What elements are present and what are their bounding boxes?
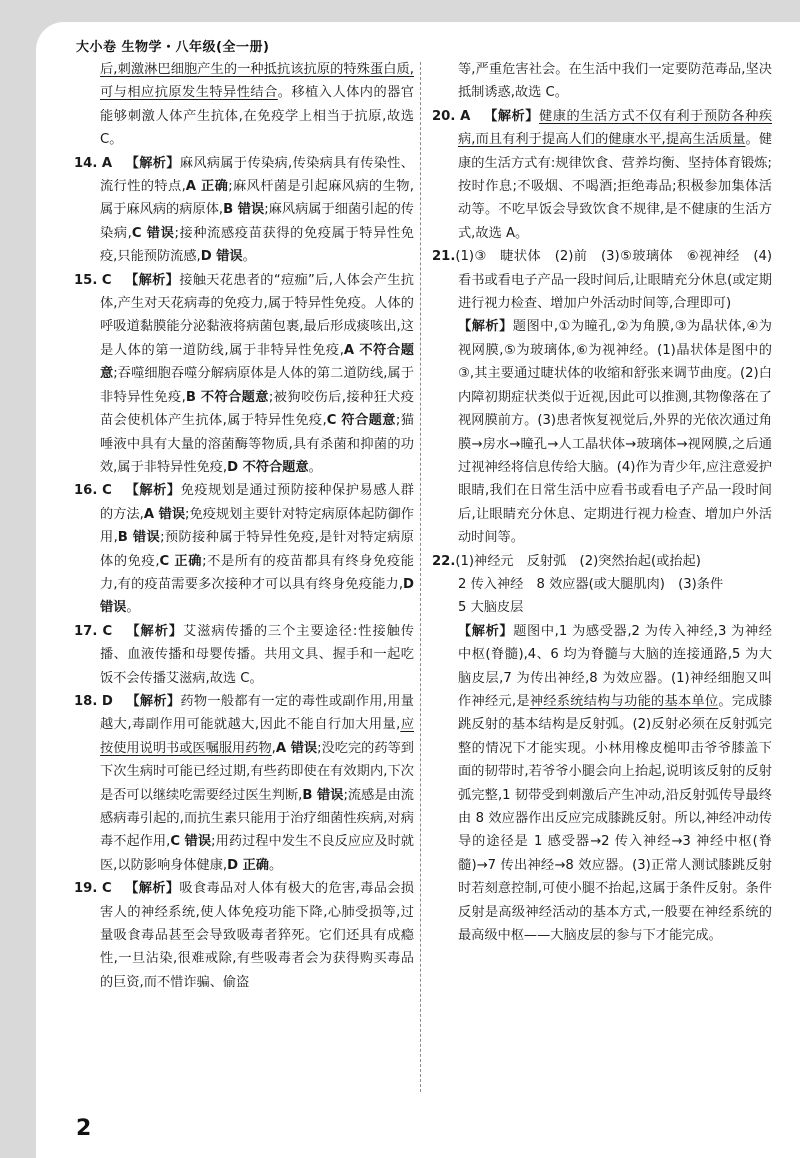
q21-explanation: 【解析】题图中,①为瞳孔,②为角膜,③为晶状体,④为视网膜,⑤为玻璃体,⑥为视神经。(1)晶状体是图中的③,其主要通过睫状体的收缩和舒张来调节曲度。(2)白内障初期症状类似于近视,因此可以推测,其物像落在了视网膜前方。(3)患者恢复视觉后,外界的光依次通过角膜→房水→瞳孔→人工晶状体→玻璃体→视网膜,之后通过视神经将信息传给大脑。(4)作为青少年,应注意爱护眼睛,我们在日常生活中应看书或看电子产品一段时间后,让眼睛充分休息、定期进行视力检查、增加户外活动时间等。 bbox=[458, 319, 772, 546]
q16-explanation: 16. C 【解析】免疫规划是通过预防接种保护易感人群的方法,A 错误;免疫规划主要针对特定病原体起防御作用,B 错误;预防接种属于特异性免疫,是针对特定病原体的免疫,C 正确;不是所有的疫苗都具有终身免疫能力,有的疫苗需要多次接种才可以具有终身免疫能力,D 错误。 bbox=[74, 483, 414, 616]
underlined-phrase: 应按使用说明书或医嘱服用药物 bbox=[100, 717, 415, 756]
right-column bbox=[432, 58, 772, 947]
q13-continuation: 后,刺激淋巴细胞产生的一种抵抗该抗原的特殊蛋白质,可与相应抗原发生特异性结合。移植入人体内的器官能够刺激人体产生抗体,在免疫学上相当于抗原,故选 C。 bbox=[100, 62, 415, 148]
q21-answer: 21.(1)③ 睫状体 (2)前 (3)⑤玻璃体 ⑥视神经 (4)看书或看电子产品一段时间后,让眼睛充分休息(或定期进行视力检查、增加户外活动时间等,合理即可) bbox=[432, 249, 772, 312]
q22-explanation: 【解析】题图中,1 为感受器,2 为传入神经,3 为神经中枢(脊髓),4、6 均为脊髓与大脑的连接通路,5 为大脑皮层,7 为传出神经,8 为效应器。(1)神经细胞又叫作神经元,是神经系统结构与功能的基本单位。完成膝跳反射的基本结构是反射弧。(2)反射必须在反射弧完整的情况下才能实现。小林用橡皮槌叩击爷爷膝盖下面的韧带时,若爷爷小腿会向上抬起,说明该反射的反射弧完整,1 韧带受到刺激后产生冲动,沿反射弧传导最终由 8 效应器作出反应完成膝跳反射。所以,神经冲动传导的途径是 1 感受器→2 传入神经→3 神经中枢(脊髓)→7 传出神经→8 效应器。(3)正常人测试膝跳反射时若刻意控制,可使小腿不抬起,这属于条件反射。条件反射是高级神经活动的基本方式,一般要在神经系统的最高级中枢——大脑皮层的参与下才能完成。 bbox=[458, 623, 773, 944]
q14-explanation: 14. A 【解析】麻风病属于传染病,传染病具有传染性、流行性的特点,A 正确;麻风杆菌是引起麻风病的生物,属于麻风病的病原体,B 错误;麻风病属于细菌引起的传染病,C 错误;接种流感疫苗获得的免疫属于特异性免疫,只能预防流感,D 错误。 bbox=[74, 155, 414, 265]
column-divider bbox=[420, 62, 421, 1092]
q22-answer: 22.(1)神经元 反射弧 (2)突然抬起(或抬起) bbox=[432, 553, 701, 569]
q19-explanation: 19. C 【解析】吸食毒品对人体有极大的危害,毒品会损害人的神经系统,使人体免疫功能下降,心肺受损等,过量吸食毒品甚至会导致吸毒者猝死。它们还具有成瘾性,一旦沾染,很难戒除,有些吸毒者会为获得购买毒品的巨资,而不惜诈骗、偷盗 bbox=[74, 881, 414, 990]
underlined-phrase: 神经系统结构与功能的基本单位 bbox=[529, 693, 719, 709]
answer-page bbox=[36, 22, 800, 1158]
underlined-phrase: 后,刺激淋巴细胞产生的一种抵抗该抗原的特殊蛋白质,可与相应抗原发生特异性结合 bbox=[100, 62, 414, 101]
q15-explanation: 15. C 【解析】接触天花患者的“痘痂”后,人体会产生抗体,产生对天花病毒的免疫力,属于特异性免疫。人体的呼吸道黏膜能分泌黏液将病菌包裹,最后形成痰咳出,这是人体的第一道防线,属于非特异性免疫,A 不符合题意;吞噬细胞吞噬分解病原体是人体的第二道防线,属于非特异性免疫,B 不符合题意;被狗咬伤后,接种狂犬疫苗会使机体产生抗体,属于特异性免疫,C 符合题意;猫唾液中具有大量的溶菌酶等物质,具有杀菌和抑菌的功效,属于非特异性免疫,D 不符合题意。 bbox=[74, 272, 415, 475]
left-column bbox=[74, 58, 414, 994]
q17-explanation: 17. C 【解析】艾滋病传播的三个主要途径:性接触传播、血液传播和母婴传播。共用文具、握手和一起吃饭不会传播艾滋病,故选 C。 bbox=[74, 623, 414, 686]
q20-explanation: 20. A 【解析】健康的生活方式不仅有利于预防各种疾病,而且有利于提高人们的健康水平,提高生活质量。健康的生活方式有:规律饮食、营养均衡、坚持体育锻炼;按时作息;不吸烟、不喝酒;拒绝毒品;积极参加集体活动等。不吃早饭会导致饮食不规律,是不健康的生活方式,故选 A。 bbox=[432, 108, 773, 241]
page-number: 2 bbox=[76, 1116, 92, 1141]
underlined-phrase: 健康的生活方式不仅有利于预防各种疾病,而且有利于提高人们的健康水平,提高生活质量 bbox=[458, 108, 773, 148]
q22-answer-line3: 5 大脑皮层 bbox=[458, 600, 524, 616]
q22-answer-line2: 2 传入神经 8 效应器(或大腿肌肉) (3)条件 bbox=[458, 576, 724, 592]
running-header: 大小卷 生物学・八年级(全一册) bbox=[76, 40, 270, 55]
q19-continuation: 等,严重危害社会。在生活中我们一定要防范毒品,坚决抵制诱惑,故选 C。 bbox=[458, 62, 772, 101]
q18-explanation: 18. D 【解析】药物一般都有一定的毒性或副作用,用量越大,毒副作用可能就越大,因此不能自行加大用量,应按使用说明书或医嘱服用药物,A 错误;没吃完的药等到下次生病时可能已经过期,有些药即使在有效期内,下次是否可以继续吃需要经过医生判断,B 错误;流感是由流感病毒引起的,而抗生素只能用于治疗细菌性疾病,对病毒不起作用,C 错误;用药过程中发生不良反应应及时就医,以防影响身体健康,D 正确。 bbox=[74, 693, 415, 873]
